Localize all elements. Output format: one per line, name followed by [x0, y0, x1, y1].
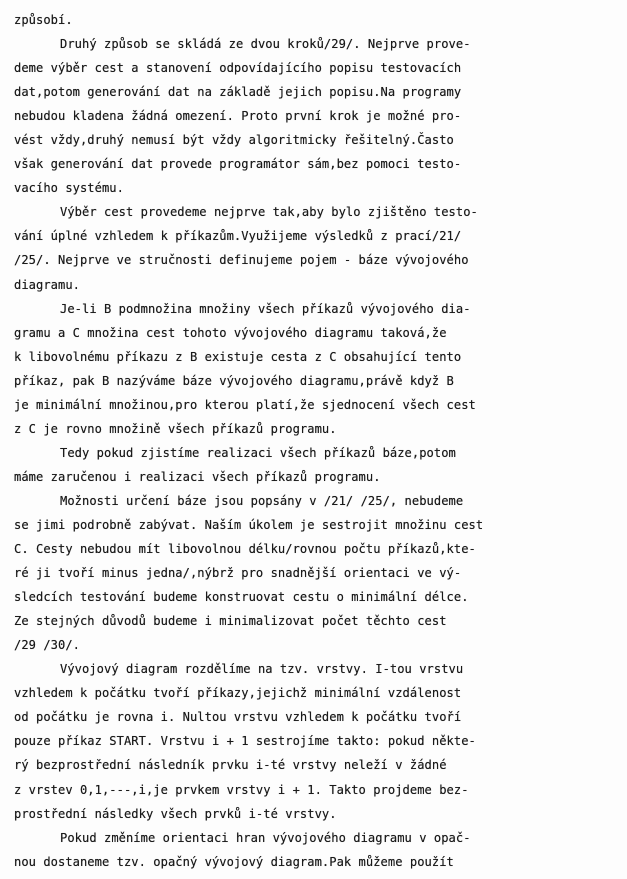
text-line: rý bezprostřední následník prvku i-té vrstvy neleží v žádné	[14, 758, 447, 773]
text-line: Výběr cest provedeme nejprve tak,aby bylo zjištěno testo-	[60, 205, 478, 220]
document-body	[14, 8, 619, 874]
text-line: Druhý způsob se skládá ze dvou kroků/29/. Nejprve prove-	[60, 37, 471, 52]
text-line: gramu a C množina cest tohoto vývojového diagramu taková,že	[14, 325, 447, 340]
text-line: Ze stejných důvodů budeme i minimalizovat počet těchto cest	[14, 614, 447, 629]
text-line: z C je rovno množině všech příkazů programu.	[14, 421, 337, 436]
text-line: /25/. Nejprve ve stručnosti definujeme pojem - báze vývojového	[14, 253, 469, 268]
text-line: vzhledem k počátku tvoří příkazy,jejichž minimální vzdálenost	[14, 686, 462, 701]
text-line: Je-li B podmnožina množiny všech příkazů vývojového dia-	[60, 301, 471, 316]
text-line: Pokud změníme orientaci hran vývojového diagramu v opač-	[60, 830, 471, 845]
text-line: vání úplné vzhledem k příkazům.Využijeme výsledků z prací/21/	[14, 229, 462, 244]
text-line: C. Cesty nebudou mít libovolnou délku/rovnou počtu příkazů,kte-	[14, 542, 476, 557]
text-line: Tedy pokud zjistíme realizaci všech příkazů báze,potom	[60, 445, 456, 460]
text-line: /29 /30/.	[14, 638, 80, 653]
text-line: k libovolnému příkazu z B existuje cesta z C obsahující tento	[14, 349, 462, 364]
text-line: dat,potom generování dat na základě jejich popisu.Na programy	[14, 85, 462, 100]
text-line: od počátku je rovna i. Nultou vrstvu vzhledem k počátku tvoří	[14, 710, 462, 725]
text-line: ré ji tvoří minus jedna/,nýbrž pro snadnější orientaci ve vý-	[14, 566, 462, 581]
text-line: nebudou kladena žádná omezení. Proto první krok je možné pro-	[14, 109, 462, 124]
text-line: Vývojový diagram rozdělíme na tzv. vrstvy. I-tou vrstvu	[60, 662, 464, 677]
text-line: je minimální množinou,pro kterou platí,že sjednocení všech cest	[14, 397, 476, 412]
text-line: nou dostaneme tzv. opačný vývojový diagram.Pak můžeme použít	[14, 854, 454, 869]
text-line: však generování dat provede programátor sám,bez pomoci testo-	[14, 157, 462, 172]
text-line: z vrstev 0,1,---,i,je prvkem vrstvy i + 1. Takto projdeme bez-	[14, 782, 469, 797]
text-line: máme zaručenou i realizaci všech příkazů programu.	[14, 469, 381, 484]
text-line: sledcích testování budeme konstruovat cestu o minimální délce.	[14, 590, 469, 605]
text-line: Možnosti určení báze jsou popsány v /21/ /25/, nebudeme	[60, 493, 464, 508]
text-line: příkaz, pak B nazýváme báze vývojového diagramu,právě když B	[14, 373, 454, 388]
text-line: vacího systému.	[14, 181, 124, 196]
text-line: se jimi podrobně zabývat. Naším úkolem je sestrojit množinu cest	[14, 517, 484, 532]
text-line: prostřední následky všech prvků i-té vrstvy.	[14, 806, 337, 821]
text-line: vést vždy,druhý nemusí být vždy algoritmicky řešitelný.Často	[14, 133, 454, 148]
text-line: diagramu.	[14, 277, 80, 292]
text-line: pouze příkaz START. Vrstvu i + 1 sestrojíme takto: pokud někte-	[14, 734, 476, 749]
text-line: deme výběr cest a stanovení odpovídajícího popisu testovacích	[14, 61, 462, 76]
text-line: způsobí.	[14, 13, 73, 27]
